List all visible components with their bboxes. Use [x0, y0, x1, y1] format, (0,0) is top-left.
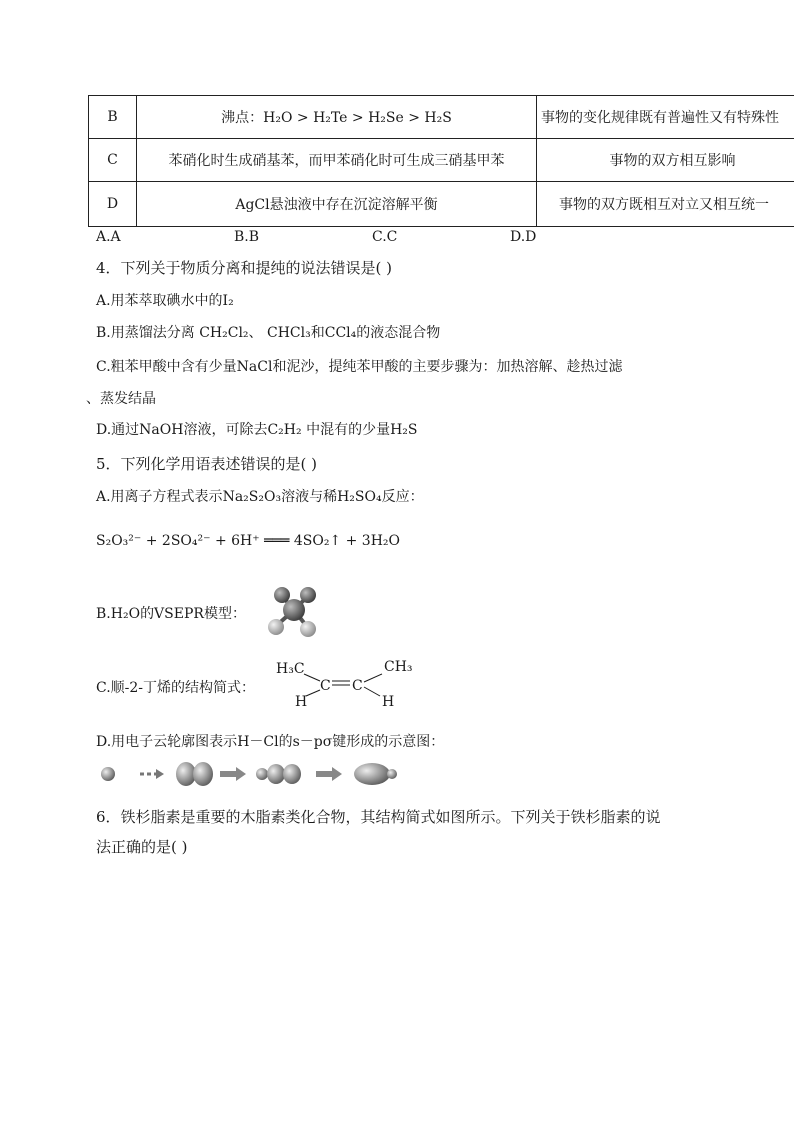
choice-b[interactable]: B.B: [234, 229, 260, 245]
cis-2-butene-structure: [274, 656, 424, 712]
atom-h-right: H: [382, 694, 395, 710]
q5-option-b[interactable]: B.H₂O的VSEPR模型：: [96, 606, 246, 622]
group-ch3: CH₃: [384, 659, 413, 675]
atom-c1: C: [320, 678, 331, 694]
choice-c[interactable]: C.C: [372, 229, 398, 245]
q5-option-d[interactable]: D.用电子云轮廓图表示H－Cl的s－pσ键形成的示意图：: [96, 734, 445, 750]
q4-option-c-line2: 、蒸发结晶: [86, 391, 156, 407]
row-content: AgCl悬浊液中存在沉淀溶解平衡: [137, 182, 537, 227]
options-table: [88, 95, 794, 227]
q4-option-c-line1[interactable]: C.粗苯甲酸中含有少量NaCl和泥沙，提纯苯甲酸的主要步骤为：加热溶解、趁热过滤: [96, 359, 623, 375]
electron-cloud-diagram: [96, 758, 406, 790]
atom-h-left: H: [295, 694, 308, 710]
row-label: C: [89, 139, 137, 182]
row-principle: 事物的变化规律既有普遍性又有特殊性: [537, 96, 794, 139]
boiling-formula: H₂O > H₂Te > H₂Se > H₂S: [263, 110, 452, 126]
vsepr-model-image: [264, 584, 328, 640]
row-principle: 事物的双方既相互对立又相互统一: [537, 182, 794, 227]
q6-stem-line1: 6．铁杉脂素是重要的木脂素类化合物，其结构简式如图所示。下列关于铁杉脂素的说: [96, 808, 661, 826]
q5-option-c[interactable]: C.顺-2-丁烯的结构简式：: [96, 680, 256, 696]
q5-option-a[interactable]: A.用离子方程式表示Na₂S₂O₃溶液与稀H₂SO₄反应：: [96, 489, 424, 505]
group-h3c: H₃C: [276, 661, 305, 677]
q6-stem-line2: 法正确的是( ): [96, 838, 188, 856]
q5-stem: 5．下列化学用语表述错误的是( ): [96, 455, 318, 473]
table-row: [89, 139, 794, 182]
ionic-equation: S₂O₃²⁻ + 2SO₄²⁻ + 6H⁺ ═══ 4SO₂↑ + 3H₂O: [96, 533, 400, 549]
q4-option-b[interactable]: B.用蒸馏法分离 CH₂Cl₂、 CHCl₃和CCl₄的液态混合物: [96, 325, 441, 341]
q4-stem: 4．下列关于物质分离和提纯的说法错误是( ): [96, 259, 393, 277]
row-label: D: [89, 182, 137, 227]
q4-option-a[interactable]: A.用苯萃取碘水中的I₂: [96, 293, 234, 309]
row-content: 沸点：H₂O > H₂Te > H₂Se > H₂S: [137, 96, 537, 139]
table-row: [89, 96, 794, 139]
choice-a[interactable]: A.A: [96, 229, 121, 245]
row-principle: 事物的双方相互影响: [537, 139, 794, 182]
q4-option-d[interactable]: D.通过NaOH溶液，可除去C₂H₂ 中混有的少量H₂S: [96, 422, 418, 438]
table-row: [89, 182, 794, 227]
atom-c2: C: [352, 678, 363, 694]
row-label: B: [89, 96, 137, 139]
row-content: 苯硝化时生成硝基苯，而甲苯硝化时可生成三硝基甲苯: [137, 139, 537, 182]
choice-d[interactable]: D.D: [510, 229, 537, 245]
